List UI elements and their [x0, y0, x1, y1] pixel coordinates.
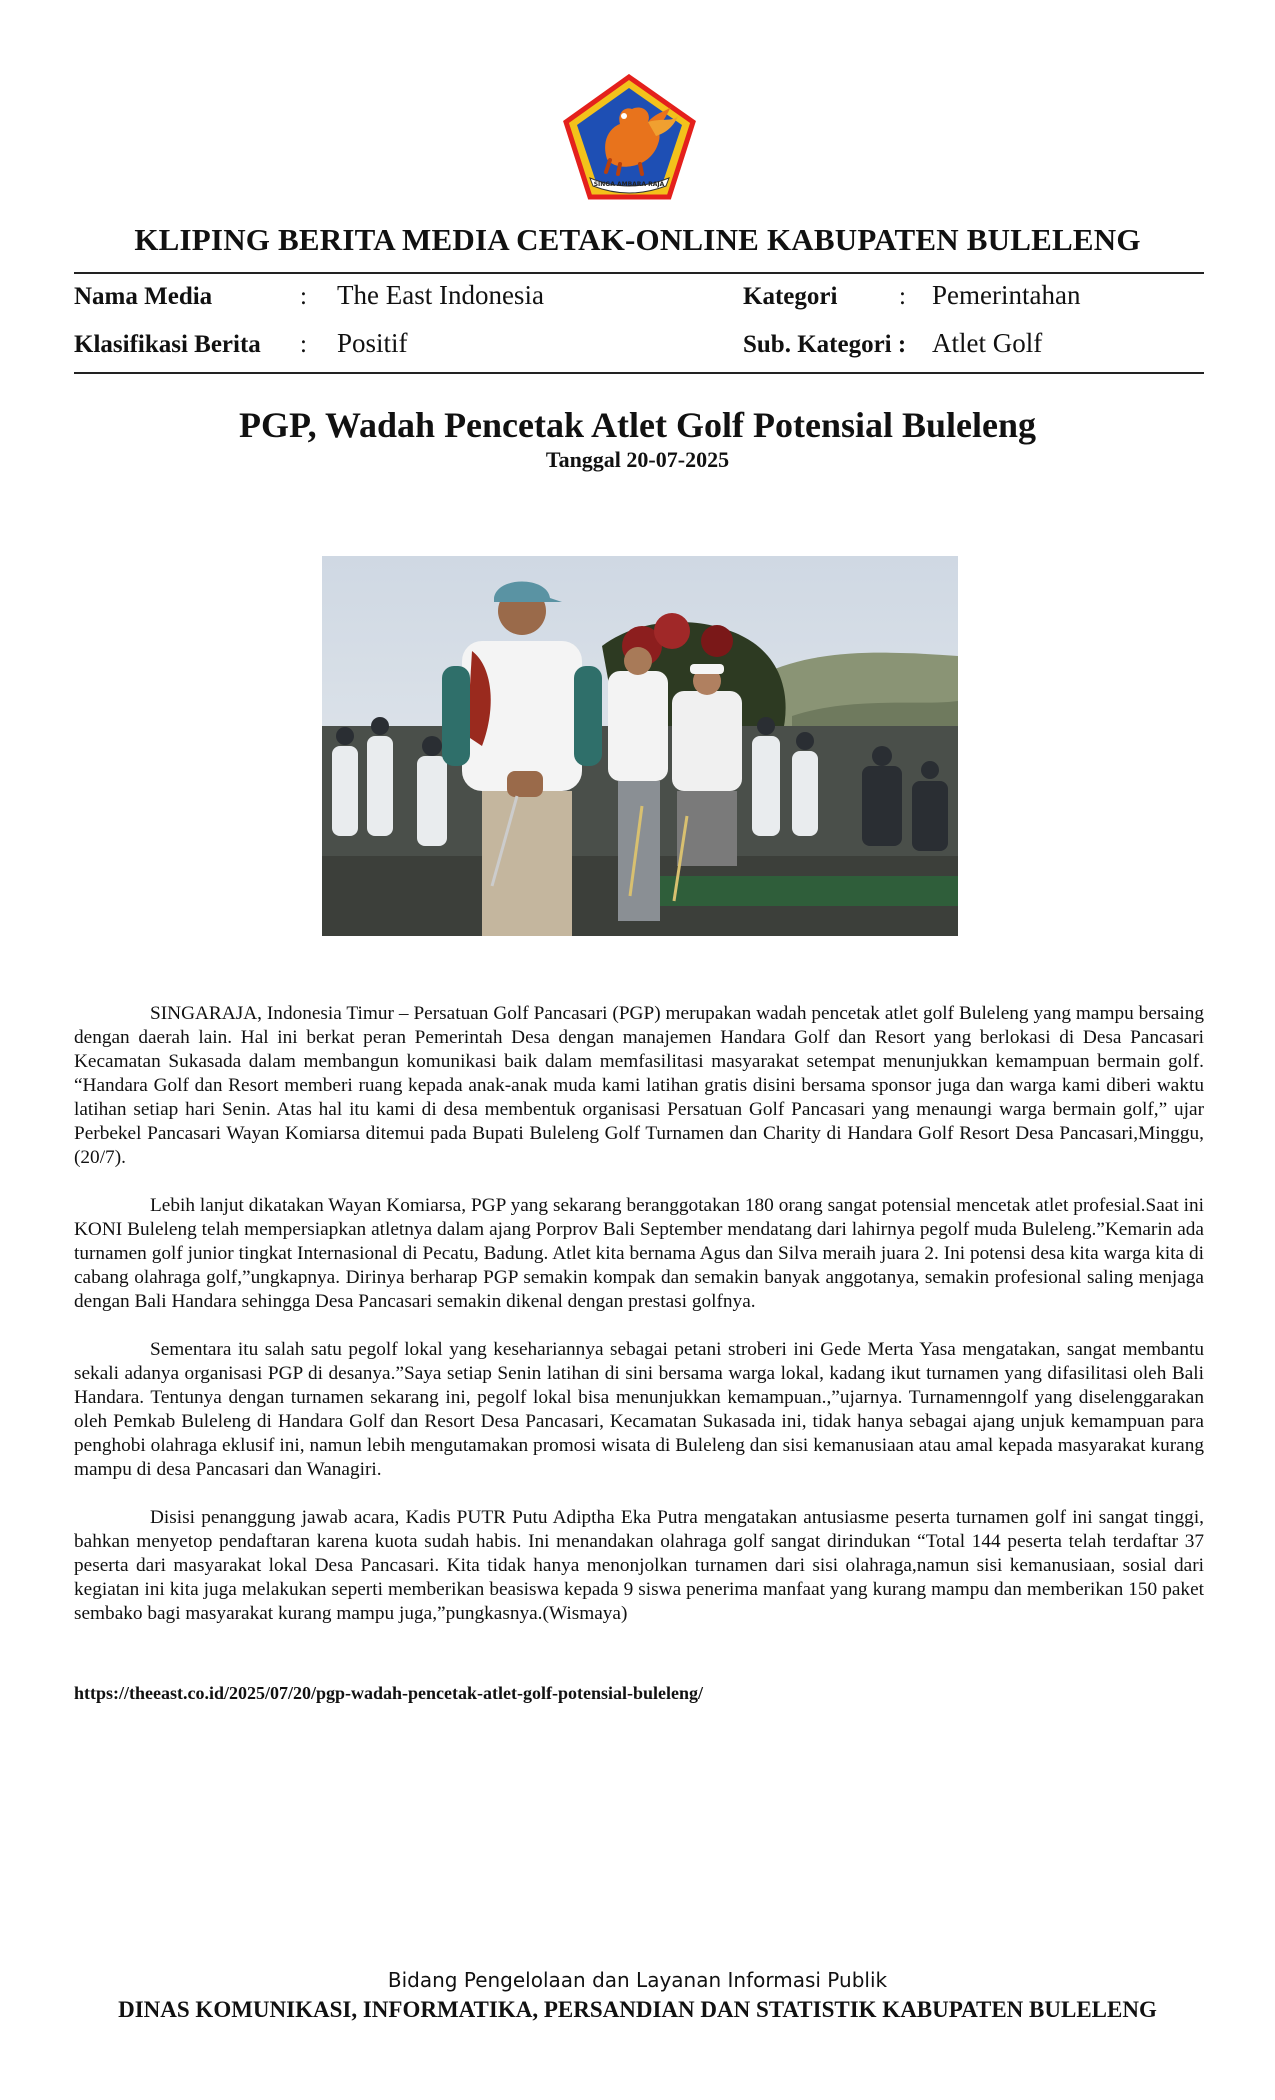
header-rule-top	[74, 272, 1204, 274]
source-url-link[interactable]: https://theeast.co.id/2025/07/20/pgp-wadah-pencetak-atlet-golf-potensial-buleleng/	[74, 1683, 703, 1703]
article-paragraph: Sementara itu salah satu pegolf lokal yang kesehariannya sebagai petani stroberi ini Gede Merta Yasa mengatakan, sangat membantu sekali adanya organisasi PGP di desanya.”Saya setiap Senin latihan di sini bersama warga lokal, kadang ikut turnamen yang difasilitasi oleh Bali Handara. Tentunya dengan turnamen sekarang ini, pegolf lokal bisa menunjukkan kemampuan.,”ujarnya. Turnamenngolf yang diselenggarakan oleh Pemkab Buleleng di Handara Golf dan Resort Desa Pancasari, Kecamatan Sukasada ini, tidak hanya sebagai ajang unjuk kemampuan para penghobi olahraga eklusif ini, namun lebih mengutamakan promosi wisata di Buleleng dan sisi kemanusiaan atau amal kepada masyarakat kurang mampu di desa Pancasari dan Wanagiri.	[74, 1339, 1204, 1480]
nama-media-label: Nama Media	[74, 283, 213, 310]
footer-department: Bidang Pengelolaan dan Layanan Informasi Publik	[387, 1968, 888, 1992]
header-rule-bottom	[74, 372, 1204, 374]
article-title: PGP, Wadah Pencetak Atlet Golf Potensial Buleleng	[238, 405, 1036, 445]
kategori-colon: :	[899, 283, 906, 310]
kategori-value: Pemerintahan	[932, 280, 1081, 310]
article-paragraph: Disisi penanggung jawab acara, Kadis PUTR Putu Adiptha Eka Putra mengatakan antusiasme peserta turnamen golf ini sangat tinggi, bahkan menyetop pendaftaran karena kuota sudah habis. Ini menandakan olahraga golf sangat dirindukan “Total 144 peserta telah terdaftar 37 peserta dari masyarakat lokal Desa Pancasari. Kita tidak hanya menonjolkan turnamen dari sisi olahraga,namun sisi kemanusiaan, sosial dari kegiatan ini kita juga melakukan seperti memberikan beasiswa kepada 9 siswa penerima manfaat yang kurang mampu dan memberikan 150 paket sembako bagi masyarakat kurang mampu juga,”pungkasnya.(Wismaya)	[74, 1507, 1204, 1624]
article-paragraph: SINGARAJA, Indonesia Timur – Persatuan Golf Pancasari (PGP) merupakan wadah pencetak atlet golf Buleleng yang mampu bersaing dengan daerah lain. Hal ini berkat peran Pemerintah Desa dengan manajemen Handara Golf dan Resort yang berlokasi di Desa Pancasari Kecamatan Sukasada dalam membangun komunikasi baik dalam memfasilitasi masyarakat setempat menunjukkan kemampuan bermain golf. “Handara Golf dan Resort memberi ruang kepada anak-anak muda kami latihan gratis disini bersama sponsor juga dan warga kami diberi waktu latihan setiap hari Senin. Atas hal itu kami di desa membentuk organisasi Persatuan Golf Pancasari yang menaungi warga bermain golf,” ujar Perbekel Pancasari Wayan Komiarsa ditemui pada Bupati Buleleng Golf Turnamen dan Charity di Handara Golf Resort Desa Pancasari,Minggu,(20/7).	[74, 1003, 1204, 1168]
document-title: KLIPING BERITA MEDIA CETAK-ONLINE KABUPATEN BULELENG	[134, 222, 1141, 257]
kategori-label: Kategori	[743, 283, 838, 310]
buleleng-crest-logo	[562, 74, 697, 200]
article-photo	[322, 556, 958, 936]
article-date: Tanggal 20-07-2025	[545, 447, 730, 472]
article-paragraph: Lebih lanjut dikatakan Wayan Komiarsa, PGP yang sekarang beranggotakan 180 orang sangat potensial mencetak atlet profesial.Saat ini KONI Buleleng telah mempersiapkan atletnya dalam ajang Porprov Bali September mendatang dari lahirnya pegolf muda Buleleng.”Kemarin ada turnamen golf junior tingkat Internasional di Pecatu, Badung. Atlet kita bernama Agus dan Silva meraih juara 2. Ini potensi desa kita warga kita di cabang olahraga golf,”ungkapnya. Dirinya berharap PGP semakin kompak dan semakin banyak anggotanya, semakin profesional saling menjaga dengan Bali Handara sehingga Desa Pancasari semakin dikenal dengan prestasi golfnya.	[74, 1195, 1204, 1312]
footer-agency: DINAS KOMUNIKASI, INFORMATIKA, PERSANDIAN DAN STATISTIK KABUPATEN BULELENG	[118, 1997, 1157, 2022]
nama-media-colon: :	[300, 283, 307, 310]
sub-kategori-value: Atlet Golf	[932, 328, 1043, 358]
sub-kategori-label: Sub. Kategori :	[743, 331, 907, 358]
klasifikasi-colon: :	[300, 331, 307, 358]
klasifikasi-value: Positif	[337, 328, 408, 358]
logo-banner-text: SINGA AMBARA RAJA	[593, 181, 665, 188]
article-body	[74, 1002, 1204, 1650]
nama-media-value: The East Indonesia	[337, 280, 544, 310]
klasifikasi-label: Klasifikasi Berita	[74, 331, 261, 358]
